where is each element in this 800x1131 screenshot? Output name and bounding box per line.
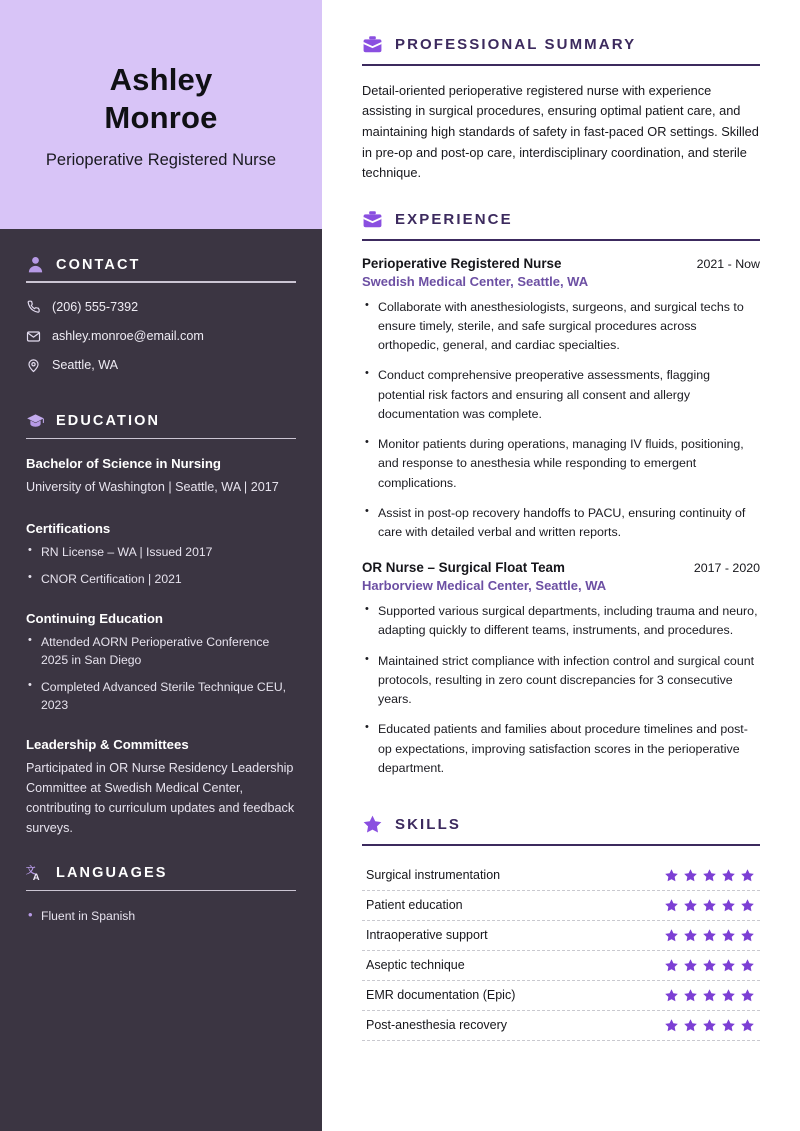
- main-content: [322, 0, 800, 1131]
- location-pin-icon: [26, 358, 41, 373]
- star-icon: [740, 928, 755, 943]
- star-icon: [721, 868, 736, 883]
- languages-heading: [26, 864, 296, 883]
- skill-row: [362, 921, 760, 951]
- skill-rating-stars: [664, 898, 760, 913]
- skill-rating-stars: [664, 928, 760, 943]
- star-icon: [702, 928, 717, 943]
- skill-name: Intraoperative support: [366, 928, 488, 943]
- section-languages: [26, 864, 296, 926]
- education-degree: Bachelor of Science in Nursing: [26, 456, 221, 472]
- contact-phone-value: (206) 555-7392: [52, 299, 139, 314]
- experience-heading: [362, 209, 760, 230]
- skill-name: Surgical instrumentation: [366, 868, 501, 883]
- briefcase-icon: [362, 34, 383, 55]
- contact-title: CONTACT: [56, 256, 141, 273]
- education-title: EDUCATION: [56, 413, 161, 430]
- contact-divider: [26, 281, 296, 283]
- experience-title: EXPERIENCE: [395, 211, 513, 229]
- star-icon: [683, 868, 698, 883]
- star-icon: [683, 1018, 698, 1033]
- sidebar: [0, 0, 322, 1131]
- experience-entry-header: [362, 256, 760, 271]
- skill-name: EMR documentation (Epic): [366, 988, 516, 1003]
- section-professional-summary: [362, 34, 760, 184]
- star-icon: [362, 814, 383, 835]
- experience-job-date: 2021 - Now: [696, 256, 760, 271]
- star-icon: [740, 868, 755, 883]
- skills-title: SKILLS: [395, 815, 461, 833]
- leadership-text: Participated in OR Nurse Residency Leadership Committee at Swedish Medical Center, contributing to curriculum updates and feedback surveys.: [26, 761, 295, 836]
- star-icon: [740, 898, 755, 913]
- section-experience: [362, 209, 760, 778]
- skill-row: [362, 891, 760, 921]
- spacer: [362, 184, 760, 209]
- list-item: • Conduct comprehensive preoperative assessments, flagging potential risk factors and ensuring all consent and allergy documentation was complete.: [362, 366, 760, 424]
- skill-row: [362, 981, 760, 1011]
- star-icon: [683, 958, 698, 973]
- translate-icon: [26, 864, 45, 883]
- star-icon: [721, 958, 736, 973]
- list-item: • Collaborate with anesthesiologists, surgeons, and surgical techs to ensure timely, sterile, and safe surgical procedures across orthopedic, general, and cardiac specialties.: [362, 298, 760, 356]
- skill-rating-stars: [664, 1018, 760, 1033]
- list-item: • Educated patients and families about procedure timelines and post-op expectations, improving satisfaction scores in the perioperative department.: [362, 720, 760, 778]
- skills-list: [362, 861, 760, 1041]
- briefcase-icon: [362, 209, 383, 230]
- spacer: [26, 387, 296, 412]
- star-icon: [721, 988, 736, 1003]
- star-icon: [740, 988, 755, 1003]
- list-item: • Maintained strict compliance with infection control and surgical count protocols, resulting in zero count discrepancies for 3 consecutive years.: [362, 652, 760, 710]
- person-icon: [26, 255, 45, 274]
- experience-entry-header: [362, 560, 760, 575]
- education-divider: [26, 438, 296, 440]
- star-icon: [740, 1018, 755, 1033]
- education-entry: [26, 455, 296, 498]
- summary-text: Detail-oriented perioperative registered nurse with experience assisting in surgical procedures, ensuring optimal patient care, and maintaining high standards of safety in fast-paced OR settings. Skilled in pre-op and post-op care, interdisciplinary coordination, and sterile technique.: [362, 82, 759, 181]
- skill-rating-stars: [664, 868, 760, 883]
- contact-location[interactable]: [26, 357, 296, 373]
- star-icon: [702, 958, 717, 973]
- star-icon: [664, 898, 679, 913]
- name-header: [0, 0, 322, 229]
- phone-icon: [26, 299, 41, 314]
- star-icon: [721, 928, 736, 943]
- experience-job-org: Swedish Medical Center, Seattle, WA: [362, 273, 589, 289]
- skill-rating-stars: [664, 988, 760, 1003]
- continuing-education-list: [26, 633, 296, 714]
- leadership-heading: Leadership & Committees: [26, 737, 189, 753]
- certifications-list: [26, 543, 296, 588]
- list-item: • Completed Advanced Sterile Technique CEU, 2023: [26, 678, 296, 715]
- star-icon: [702, 1018, 717, 1033]
- star-icon: [664, 958, 679, 973]
- spacer: [26, 839, 296, 864]
- sidebar-body: [0, 229, 322, 954]
- experience-divider: [362, 239, 760, 241]
- svg-text:A: A: [32, 872, 40, 883]
- star-icon: [683, 988, 698, 1003]
- education-school: University of Washington | Seattle, WA | 2017: [26, 480, 279, 495]
- star-icon: [740, 958, 755, 973]
- skill-row: [362, 861, 760, 891]
- contact-email-value: ashley.monroe@email.com: [52, 328, 204, 343]
- list-item: • RN License – WA | Issued 2017: [26, 543, 296, 561]
- star-icon: [664, 988, 679, 1003]
- last-name: Monroe: [104, 99, 218, 135]
- experience-entry: [362, 560, 760, 778]
- summary-divider: [362, 64, 760, 66]
- star-icon: [721, 1018, 736, 1033]
- job-title-subtitle: Perioperative Registered Nurse: [45, 151, 277, 170]
- page-title: [26, 61, 296, 137]
- languages-list: [26, 907, 296, 925]
- star-icon: [721, 898, 736, 913]
- svg-text:文: 文: [26, 865, 36, 877]
- skill-row: [362, 951, 760, 981]
- skill-name: Aseptic technique: [366, 958, 465, 973]
- contact-heading: [26, 255, 296, 274]
- summary-title: PROFESSIONAL SUMMARY: [395, 36, 637, 53]
- skill-row: [362, 1011, 760, 1041]
- skills-divider: [362, 844, 760, 846]
- summary-heading: [362, 34, 760, 55]
- list-item: • Supported various surgical departments, including trauma and neuro, adapting quickly to different teams, instruments, and procedures.: [362, 602, 760, 640]
- first-name: Ashley: [109, 61, 213, 97]
- continuing-education-heading: Continuing Education: [26, 610, 163, 626]
- email-icon: [26, 329, 41, 344]
- certifications-block: [26, 520, 296, 588]
- star-icon: [683, 928, 698, 943]
- list-item: • Fluent in Spanish: [26, 907, 296, 925]
- list-item: • Attended AORN Perioperative Conference 2025 in San Diego: [26, 633, 296, 670]
- experience-job-date: 2017 - 2020: [693, 561, 760, 576]
- star-icon: [702, 988, 717, 1003]
- list-item: • CNOR Certification | 2021: [26, 570, 296, 588]
- experience-entry: [362, 256, 760, 542]
- list-item: • Monitor patients during operations, managing IV fluids, positioning, and response to anesthesia while responding to emergent complications.: [362, 435, 760, 493]
- contact-phone[interactable]: [26, 299, 296, 315]
- star-icon: [664, 868, 679, 883]
- section-contact: [26, 255, 296, 374]
- experience-bullet-list: [362, 298, 760, 542]
- list-item: • Assist in post-op recovery handoffs to PACU, ensuring continuity of care with detailed verbal and written reports.: [362, 504, 760, 542]
- section-education: [26, 412, 296, 839]
- experience-job-title: OR Nurse – Surgical Float Team: [362, 560, 565, 576]
- languages-title: LANGUAGES: [56, 865, 168, 882]
- skill-name: Post-anesthesia recovery: [366, 1018, 508, 1033]
- skills-heading: [362, 814, 760, 835]
- continuing-education-block: [26, 610, 296, 714]
- contact-email[interactable]: [26, 328, 296, 344]
- star-icon: [664, 1018, 679, 1033]
- experience-job-title: Perioperative Registered Nurse: [362, 255, 562, 271]
- star-icon: [664, 928, 679, 943]
- experience-bullet-list: [362, 602, 760, 778]
- leadership-block: [26, 736, 296, 839]
- star-icon: [702, 898, 717, 913]
- contact-location-value: Seattle, WA: [52, 358, 119, 373]
- graduation-cap-icon: [26, 412, 45, 431]
- skill-rating-stars: [664, 958, 760, 973]
- education-heading: [26, 412, 296, 431]
- certifications-heading: Certifications: [26, 521, 111, 537]
- star-icon: [702, 868, 717, 883]
- experience-job-org: Harborview Medical Center, Seattle, WA: [362, 578, 607, 594]
- languages-divider: [26, 890, 296, 892]
- spacer: [362, 796, 760, 814]
- skill-name: Patient education: [366, 898, 463, 913]
- star-icon: [683, 898, 698, 913]
- section-skills: [362, 814, 760, 1041]
